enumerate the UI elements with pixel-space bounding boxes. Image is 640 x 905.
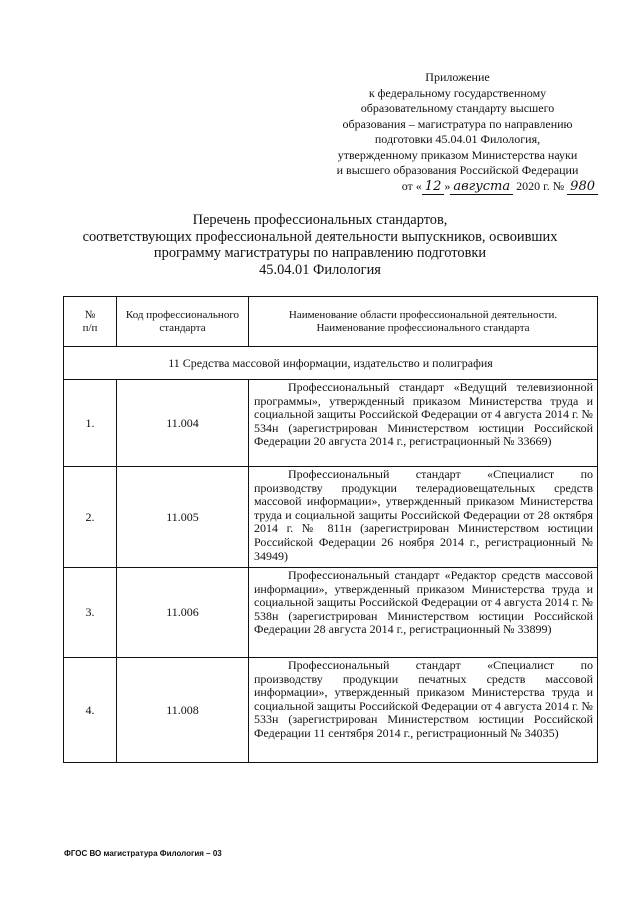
title-line: соответствующих профессиональной деятельности выпускников, освоивших: [82, 228, 558, 245]
standards-table: [63, 296, 598, 763]
row-description: Профессиональный стандарт «Специалист по производству продукции печатных средств массовой информации», утвержденный приказом Министерства труда и социальной защиты Российской Федерации от 4 августа 2014 г. № 533н (зарегистрирован Министерством юстиции Российской Федерации 11 сентября 2014 г., регистрационный № 34035): [249, 658, 598, 763]
row-code: 11.008: [117, 658, 249, 763]
header-name-line1: Наименование области профессиональной деятельности.: [288, 308, 558, 321]
row-description: Профессиональный стандарт «Редактор средств массовой информации», утвержденный приказом Министерства труда и социальной защиты Российской Федерации от 4 августа 2014 г. № 538н (зарегистрирован Министерством юстиции Российской Федерации 28 августа 2014 г., регистрационный № 33899): [249, 568, 598, 658]
section-row: [64, 347, 598, 380]
date-prefix: от «: [401, 178, 422, 193]
header-code: Код профессионального стандарта: [117, 297, 249, 347]
row-number: 1.: [64, 380, 117, 467]
year-text: 2020 г. №: [516, 178, 565, 193]
title-line: 45.04.01 Филология: [259, 261, 381, 278]
row-number: 3.: [64, 568, 117, 658]
appendix-line: утвержденному приказом Министерства науки: [337, 147, 578, 162]
handwritten-order-number: 980: [567, 179, 598, 195]
table-header-row: [64, 297, 598, 347]
appendix-line: к федеральному государственному: [368, 85, 547, 100]
table-row: [64, 467, 598, 568]
header-name-line2: Наименование профессионального стандарта: [316, 321, 530, 334]
row-code: 11.005: [117, 467, 249, 568]
appendix-line: образовательному стандарту высшего: [360, 101, 555, 115]
quote-close: »: [444, 178, 451, 193]
page-footer: ФГОС ВО магистратура Филология – 03: [64, 849, 222, 858]
row-description: Профессиональный стандарт «Ведущий телевизионной программы», утвержденный приказом Министерства труда и социальной защиты Российской Федерации от 4 августа 2014 г. № 534н (зарегистрирован Министерством юстиции Российской Федерации 20 августа 2014 г., регистрационный № 33669): [249, 380, 598, 467]
row-code: 11.004: [117, 380, 249, 467]
row-number: 4.: [64, 658, 117, 763]
handwritten-day: 12: [422, 179, 445, 195]
table-row: [64, 658, 598, 763]
table-row: [64, 380, 598, 467]
header-num-symbol: №: [84, 308, 96, 321]
title-line: программу магистратуры по направлению подготовки: [153, 245, 487, 261]
row-number: 2.: [64, 467, 117, 568]
appendix-line: Приложение: [425, 70, 490, 84]
handwritten-month: августа: [450, 179, 513, 195]
appendix-block: [315, 70, 600, 194]
header-num: [64, 297, 117, 347]
row-description: Профессиональный стандарт «Специалист по производству продукции телерадиовещательных средств массовой информации», утвержденный приказом Министерства труда и социальной защиты Российской Федерации от 28 октября 2014 г. № 811н (зарегистрирован Министерством юстиции Российской Федерации 26 ноября 2014 г., регистрационный № 34949): [249, 467, 598, 568]
table-row: [64, 568, 598, 658]
header-num-abbr: п/п: [82, 321, 98, 334]
document-title: [40, 212, 600, 278]
header-name: [249, 297, 598, 347]
appendix-line: образования – магистратура по направлению: [342, 116, 573, 131]
title-line: Перечень профессиональных стандартов,: [192, 212, 448, 228]
appendix-line: подготовки 45.04.01 Филология,: [374, 132, 541, 146]
row-code: 11.006: [117, 568, 249, 658]
order-date-line: [315, 179, 600, 195]
appendix-line: и высшего образования Российской Федерации: [336, 163, 579, 177]
section-title: 11 Средства массовой информации, издательство и полиграфия: [64, 347, 598, 380]
